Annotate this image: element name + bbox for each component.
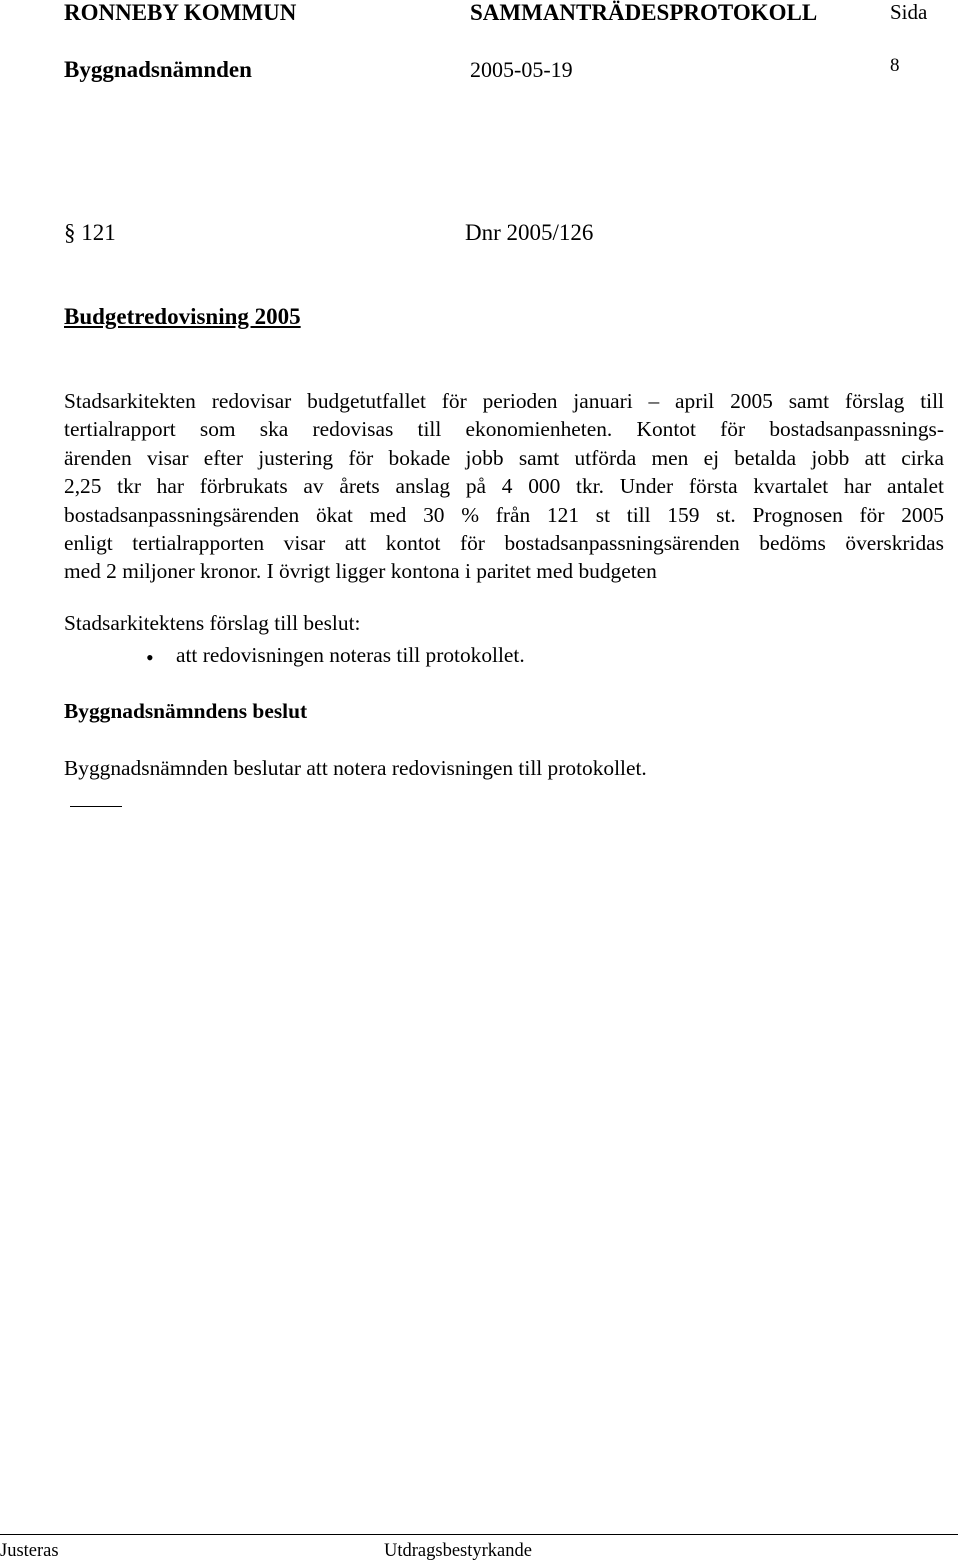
board-name: Byggnadsnämnden [64, 57, 252, 82]
body-line: enligt tertialrapporten visar att kontot för bostadsanpassningsärenden bedöms överskridas [64, 531, 944, 556]
footer-divider [0, 1534, 958, 1535]
body-line: bostadsanpassningsärenden ökat med 30 % från 121 st till 159 st. Prognosen för 2005 [64, 502, 944, 527]
body-line: 2,25 tkr har förbrukats av årets anslag på 4 000 tkr. Under första kvartalet har antalet [64, 474, 944, 499]
footer-utdragsbestyrkande: Utdragsbestyrkande [384, 1541, 532, 1561]
proposal-label: Stadsarkitektens förslag till beslut: [64, 611, 361, 635]
decision-heading: Byggnadsnämndens beslut [64, 699, 308, 723]
body-line: med 2 miljoner kronor. I övrigt ligger kontona i paritet med budgeten [64, 559, 657, 584]
diary-number: Dnr 2005/126 [465, 220, 594, 245]
bullet-icon: • [146, 645, 154, 670]
paragraph-number: § 121 [64, 220, 116, 245]
body-text [64, 387, 944, 586]
organization-name: RONNEBY KOMMUN [64, 0, 297, 25]
item-heading: Budgetredovisning 2005 [64, 304, 301, 329]
body-line: tertialrapport som ska redovisas till ekonomienheten. Kontot för bostadsanpassnings- [64, 417, 944, 442]
body-line: ärenden visar efter justering för bokade jobb samt utförda men ej betalda jobb att cirka [64, 445, 944, 470]
body-line: Stadsarkitekten redovisar budgetutfallet för perioden januari – april 2005 samt förslag till [64, 389, 944, 413]
document-type: SAMMANTRÄDESPROTOKOLL [470, 0, 818, 25]
page-label: Sida [890, 0, 928, 24]
footer-justeras: Justeras [0, 1541, 59, 1561]
decision-text: Byggnadsnämnden beslutar att notera redovisningen till protokollet. [64, 756, 647, 780]
page-number: 8 [890, 55, 900, 76]
end-divider [70, 806, 122, 807]
proposal-item: att redovisningen noteras till protokollet. [176, 643, 525, 667]
meeting-date: 2005-05-19 [470, 57, 573, 82]
